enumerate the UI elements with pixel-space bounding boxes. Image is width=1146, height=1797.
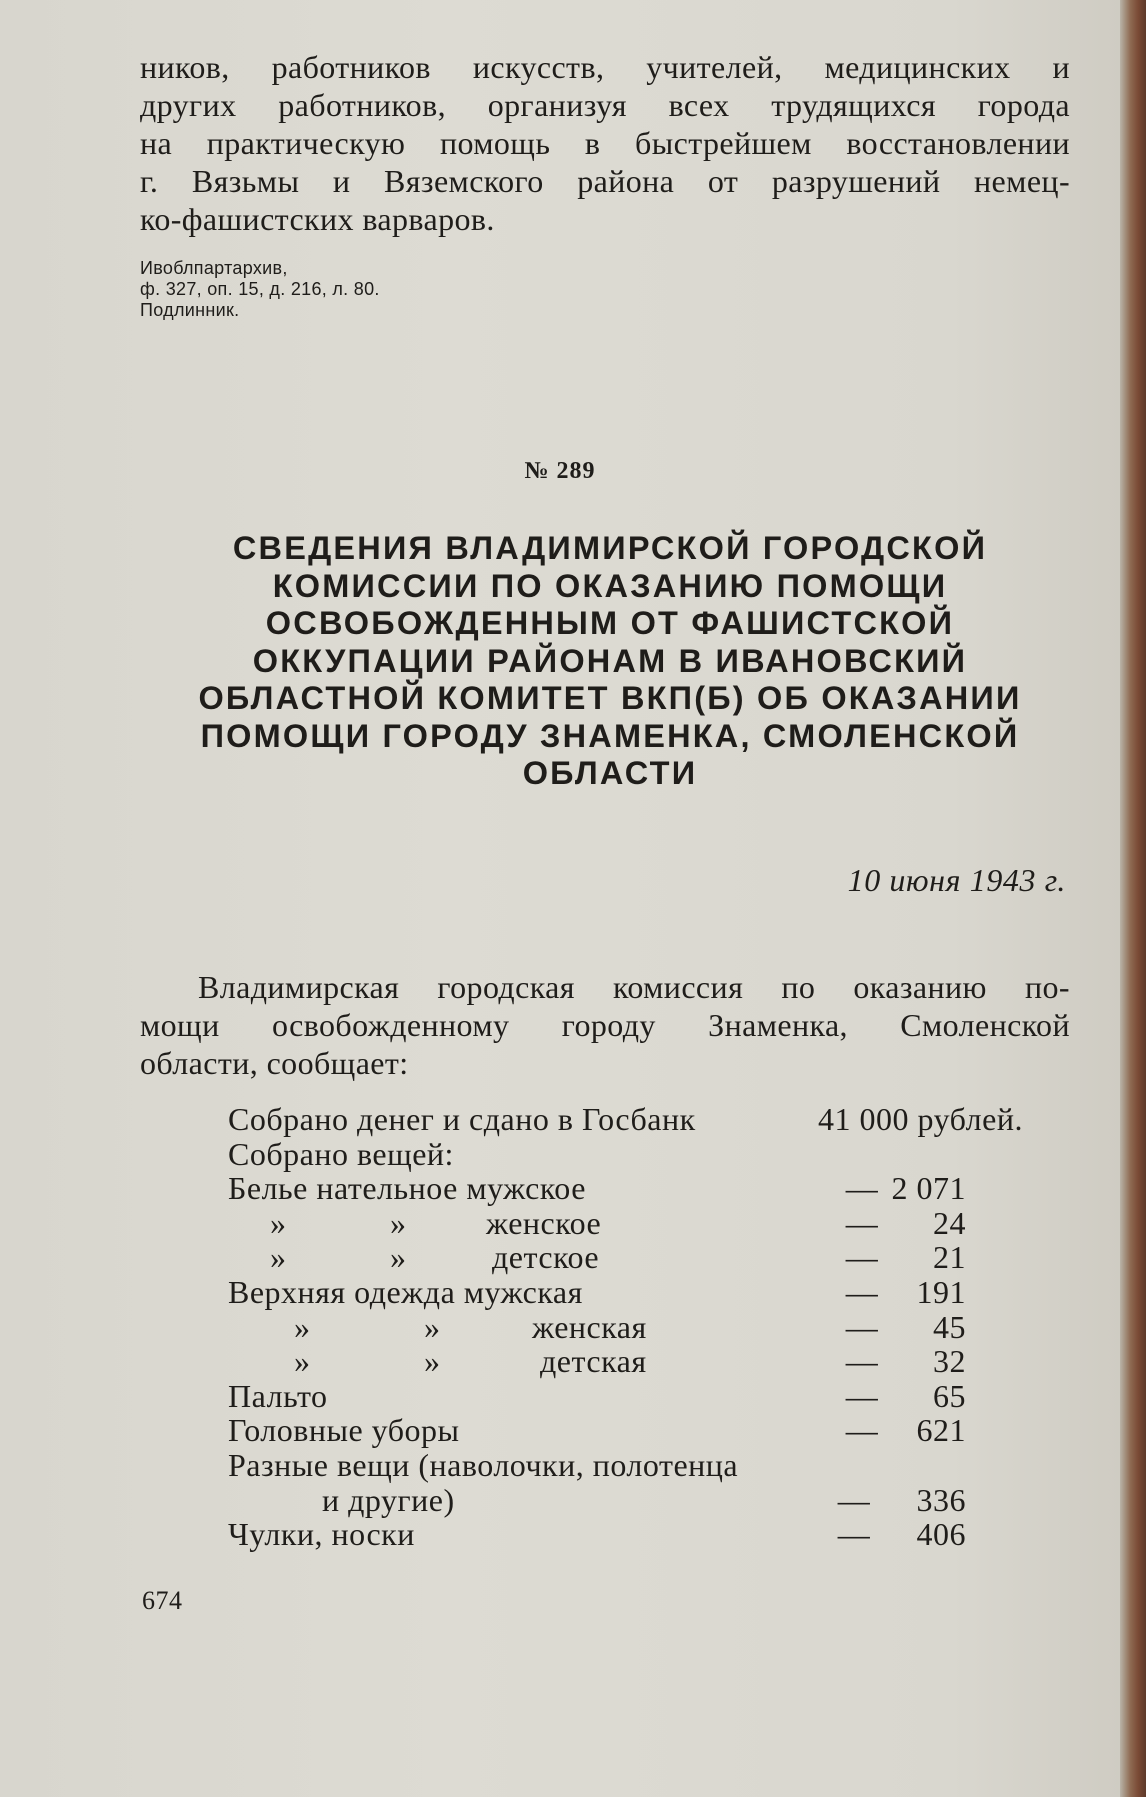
row-dash: —: [845, 1170, 879, 1207]
title-line: ОККУПАЦИИ РАЙОНАМ В ИВАНОВСКИЙ: [252, 642, 968, 679]
archive-line: Ивоблпартархив,: [140, 258, 288, 278]
archive-line: Подлинник.: [140, 300, 240, 320]
row-sublabel: детская: [540, 1343, 647, 1380]
row-label: Белье нательное мужское: [228, 1170, 586, 1207]
title-line: ОБЛАСТИ: [522, 755, 698, 791]
row-dash: —: [845, 1239, 879, 1276]
tally-row: [228, 1344, 1078, 1379]
intro-line: Владимирская городская комиссия по оказанию по-: [198, 969, 1070, 1005]
row-label: Верхняя одежда мужская: [228, 1273, 583, 1310]
tally-row: [228, 1310, 1078, 1345]
title-line: ПОМОЩИ ГОРОДУ ЗНАМЕНКА, СМОЛЕНСКОЙ: [200, 717, 1020, 754]
row-label: Пальто: [228, 1377, 328, 1414]
row-sublabel: женская: [532, 1308, 647, 1345]
ditto-mark: »: [294, 1308, 311, 1345]
ditto-mark: »: [270, 1239, 287, 1276]
ditto-mark: »: [294, 1343, 311, 1380]
archive-reference: [140, 258, 380, 321]
row-dash: —: [845, 1273, 879, 1310]
tally-row: [228, 1413, 1078, 1448]
row-value: 406: [916, 1516, 966, 1553]
tally-row: [228, 1483, 1078, 1518]
ditto-mark: »: [390, 1239, 407, 1276]
continuation-line: ников, работников искусств, учителей, медицинских и: [140, 49, 1070, 85]
row-value: 21: [933, 1239, 966, 1276]
row-value: 24: [933, 1204, 966, 1241]
tally-row: [228, 1240, 1078, 1275]
row-value: 2 071: [891, 1170, 966, 1207]
title-line: ОСВОБОЖДЕННЫМ ОТ ФАШИСТСКОЙ: [265, 605, 955, 641]
money-value: 41 000 рублей.: [818, 1101, 1023, 1137]
continuation-line: г. Вязьмы и Вяземского района от разрушений немец-: [140, 163, 1070, 199]
document-date: 10 июня 1943 г.: [847, 862, 1066, 898]
ditto-mark: »: [390, 1204, 407, 1241]
intro-paragraph: [140, 968, 1070, 1082]
tally-row: [228, 1206, 1078, 1241]
items-heading: Собрано вещей:: [228, 1135, 454, 1172]
items-heading-row: [228, 1137, 1078, 1172]
title-line: КОМИССИИ ПО ОКАЗАНИЮ ПОМОЩИ: [272, 567, 948, 604]
money-row: [228, 1102, 1078, 1137]
row-value: 45: [933, 1308, 966, 1345]
title-line: СВЕДЕНИЯ ВЛАДИМИРСКОЙ ГОРОДСКОЙ: [232, 530, 988, 566]
row-sublabel: детское: [492, 1239, 600, 1276]
row-label: Чулки, носки: [228, 1516, 415, 1553]
book-spine-edge: [1120, 0, 1146, 1797]
archive-line: ф. 327, оп. 15, д. 216, л. 80.: [140, 279, 380, 299]
intro-line: мощи освобожденному городу Знаменка, Смоленской: [140, 1007, 1070, 1043]
row-sublabel: женское: [486, 1204, 602, 1241]
tally-row: [228, 1379, 1078, 1414]
continuation-line: на практическую помощь в быстрейшем восстановлении: [140, 125, 1070, 161]
ditto-mark: »: [270, 1204, 287, 1241]
page-number: 674: [142, 1586, 183, 1615]
title-line: ОБЛАСТНОЙ КОМИТЕТ ВКП(Б) ОБ ОКАЗАНИИ: [198, 680, 1022, 716]
tally-row: [228, 1517, 1078, 1552]
row-dash: —: [837, 1516, 871, 1553]
row-dash: —: [845, 1204, 879, 1241]
row-dash: —: [845, 1377, 879, 1414]
row-label: Головные уборы: [228, 1412, 460, 1449]
collection-tally: [228, 1102, 1078, 1552]
row-dash: —: [845, 1308, 879, 1345]
row-dash: —: [845, 1343, 879, 1380]
intro-line: области, сообщает:: [140, 1045, 409, 1081]
continuation-line: других работников, организуя всех трудящихся города: [140, 87, 1070, 123]
tally-row: [228, 1171, 1078, 1206]
tally-row: [228, 1448, 1078, 1483]
row-label: и другие): [322, 1481, 455, 1518]
ditto-mark: »: [424, 1308, 441, 1345]
tally-row: [228, 1275, 1078, 1310]
continuation-line: ко-фашистских варваров.: [140, 201, 495, 237]
row-label: Разные вещи (наволочки, полотенца: [228, 1446, 739, 1483]
row-value: 191: [916, 1273, 966, 1310]
ditto-mark: »: [424, 1343, 441, 1380]
row-value: 621: [916, 1412, 966, 1449]
row-value: 65: [933, 1377, 966, 1414]
money-label: Собрано денег и сдано в Госбанк: [228, 1101, 696, 1137]
document-title: [150, 530, 1070, 793]
row-dash: —: [845, 1412, 879, 1449]
document-number: № 289: [524, 458, 596, 484]
continuation-paragraph: [140, 48, 1070, 238]
row-value: 336: [916, 1481, 966, 1518]
row-dash: —: [837, 1481, 871, 1518]
row-value: 32: [933, 1343, 966, 1380]
